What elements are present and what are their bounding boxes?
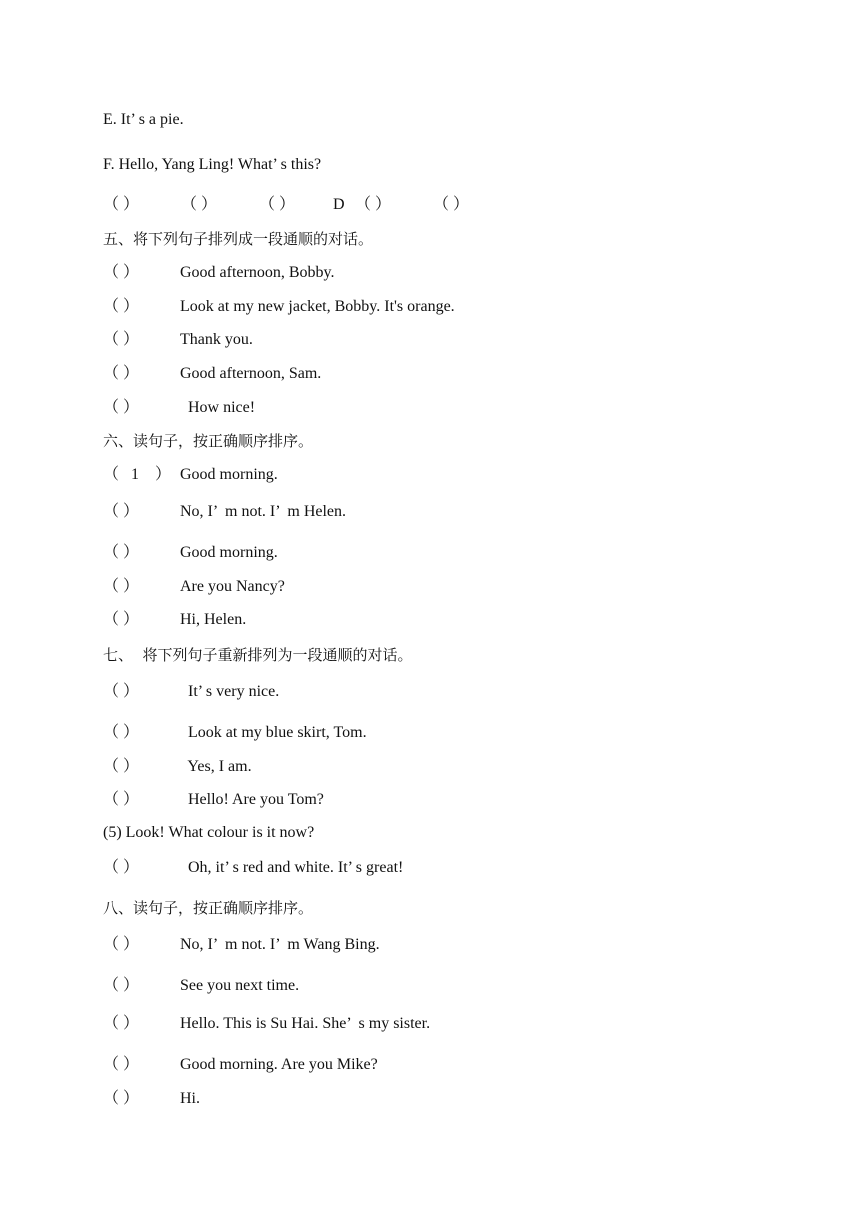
- list-item: [103, 723, 367, 743]
- sentence: Good afternoon, Bobby.: [180, 264, 335, 281]
- section8-heading: 八、读句子，按正确顺序排序。: [103, 899, 314, 917]
- order-bracket: （ ）: [103, 936, 140, 953]
- order-bracket: （ ）: [103, 331, 140, 348]
- order-bracket: （ ）: [103, 611, 140, 628]
- sentence: No, I’ m not. I’ m Helen.: [180, 503, 347, 520]
- item-e: E. It’ s a pie.: [103, 111, 184, 128]
- sentence: Good afternoon, Sam.: [180, 365, 322, 382]
- list-item: [103, 263, 335, 283]
- sentence: Good morning.: [180, 466, 278, 483]
- order-bracket: （ ）: [103, 1090, 140, 1107]
- answer-blank-1: （ ）: [103, 196, 140, 213]
- section6-heading: 六、读句子，按正确顺序排序。: [103, 432, 314, 450]
- sentence: Are you Nancy?: [180, 578, 285, 595]
- sentence: It’ s very nice.: [180, 683, 280, 700]
- list-item: [103, 1055, 378, 1075]
- order-bracket: （ ）: [103, 365, 140, 382]
- section5-heading: 五、将下列句子排列成一段通顺的对话。: [103, 230, 374, 248]
- order-bracket: （ ）: [103, 683, 140, 700]
- sentence: Thank you.: [180, 331, 253, 348]
- sentence: Hello. This is Su Hai. She’ s my sister.: [180, 1015, 431, 1032]
- sentence: Hi, Helen.: [180, 611, 247, 628]
- answer-blank-2: （ ）: [181, 196, 218, 213]
- order-bracket: （ ）: [103, 578, 140, 595]
- sentence: See you next time.: [180, 977, 300, 994]
- list-item: [103, 757, 252, 777]
- order-bracket: （ ）: [103, 859, 140, 876]
- sentence: No, I’ m not. I’ m Wang Bing.: [180, 936, 380, 953]
- order-bracket: （ ）: [103, 791, 140, 808]
- order-bracket: （ ）: [103, 544, 140, 561]
- order-bracket: （ ）: [103, 298, 140, 315]
- order-bracket: （ ）: [103, 399, 140, 416]
- answer-blank-4: （ ）: [355, 196, 392, 213]
- list-item: [103, 935, 380, 955]
- order-bracket: （ ）: [103, 977, 140, 994]
- list-item: [103, 577, 285, 597]
- answer-given: D: [333, 196, 345, 213]
- sentence: Oh, it’ s red and white. It’ s great!: [180, 859, 404, 876]
- sentence: Look at my new jacket, Bobby. It's orange.: [180, 298, 455, 315]
- list-item: [103, 330, 253, 350]
- answer-blank-3: （ ）: [259, 196, 296, 213]
- list-item: [103, 682, 279, 702]
- section7-heading: 七、 将下列句子重新排列为一段通顺的对话。: [103, 646, 413, 664]
- item-f: F. Hello, Yang Ling! What’ s this?: [103, 156, 322, 173]
- order-bracket: （ ）: [103, 1015, 140, 1032]
- order-bracket: （ ）: [103, 724, 140, 741]
- sentence: Yes, I am.: [180, 758, 252, 775]
- list-item: [103, 398, 255, 418]
- answer-blank-5: （ ）: [433, 196, 470, 213]
- list-item: [103, 502, 346, 522]
- order-bracket: （ 1 ）: [103, 466, 172, 483]
- sentence: Look at my blue skirt, Tom.: [180, 724, 367, 741]
- list-item: [103, 543, 278, 563]
- answer-row: [103, 195, 469, 215]
- given-line: (5) Look! What colour is it now?: [103, 824, 315, 841]
- list-item: [103, 790, 324, 810]
- list-item: [103, 465, 278, 485]
- order-bracket: （ ）: [103, 758, 140, 775]
- list-item: [103, 858, 403, 878]
- list-item: [103, 297, 455, 317]
- list-item: [103, 1014, 430, 1034]
- list-item: [103, 1089, 200, 1109]
- list-item: [103, 976, 299, 996]
- sentence: How nice!: [180, 399, 256, 416]
- order-bracket: （ ）: [103, 264, 140, 281]
- order-bracket: （ ）: [103, 1056, 140, 1073]
- sentence: Hello! Are you Tom?: [180, 791, 324, 808]
- list-item: [103, 364, 321, 384]
- sentence: Good morning. Are you Mike?: [180, 1056, 378, 1073]
- sentence: Good morning.: [180, 544, 278, 561]
- order-bracket: （ ）: [103, 503, 140, 520]
- list-item: [103, 610, 246, 630]
- sentence: Hi.: [180, 1090, 200, 1107]
